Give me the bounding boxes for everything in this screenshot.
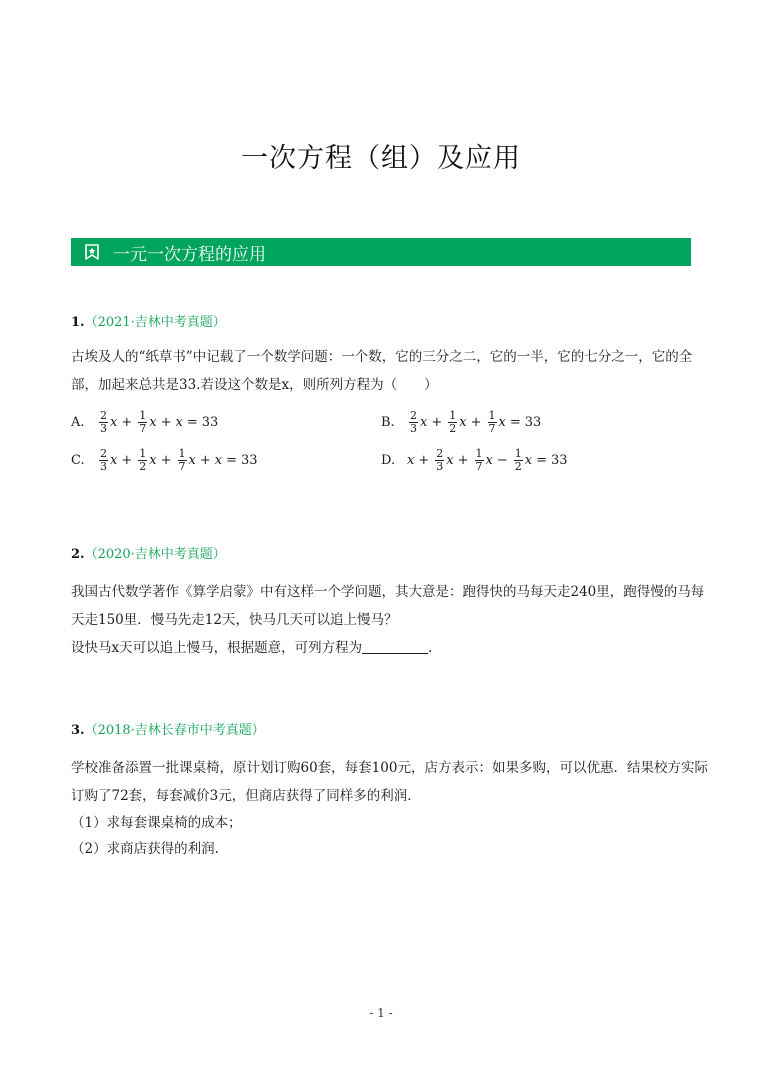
option-c[interactable] [71, 448, 258, 473]
period: . [428, 640, 433, 656]
question-2-text-line1: 我国古代数学著作《算学启蒙》中有这样一个学问题，其大意是：跑得快的马每天走240里，跑得慢的马每 [71, 584, 705, 600]
option-letter: D. [381, 453, 396, 468]
question-2-text-line3 [71, 636, 432, 656]
question-2-prompt: 设快马x天可以追上慢马，根据题意，可列方程为 [71, 640, 363, 656]
option-expression: $\frac{2}{3}$ x + $\frac{1}{2}$ x + $\frac{1}{7}$ x + x = 33 [100, 447, 258, 473]
question-3-sub-2: （2）求商店获得的利润. [71, 841, 219, 857]
question-2-header [71, 543, 226, 562]
question-3-text-line2: 订购了72套，每套减价3元，但商店获得了同样多的利润． [71, 788, 421, 804]
option-d[interactable] [381, 448, 568, 473]
bookmark-star-icon [83, 243, 101, 261]
question-3-text-line1: 学校准备添置一批课桌椅，原计划订购60套，每套100元，店方表示：如果多购，可以优惠．结果校方实际 [71, 760, 708, 776]
page-title: 一次方程（组）及应用 [241, 143, 521, 174]
option-b[interactable] [381, 410, 541, 435]
question-1-header [71, 311, 226, 330]
question-1-text-line1: 古埃及人的“纸草书”中记载了一个数学问题：一个数，它的三分之二，它的一半，它的七分之一，它的全 [71, 349, 693, 365]
option-expression: $\frac{2}{3}$ x + $\frac{1}{2}$ x + $\frac{1}{7}$ x = 33 [410, 409, 542, 435]
option-expression: x + $\frac{2}{3}$ x + $\frac{1}{7}$ x − $\frac{1}{2}$ x = 33 [407, 447, 568, 473]
answer-blank[interactable] [362, 640, 428, 654]
question-3-sub-1: （1）求每套课桌椅的成本； [71, 815, 242, 831]
option-letter: A. [71, 415, 85, 430]
option-letter: C. [71, 453, 85, 468]
option-letter: B. [381, 415, 395, 430]
option-expression: $\frac{2}{3}$ x + $\frac{1}{7}$ x + x = 33 [100, 409, 219, 435]
question-source: （2018·吉林长春市中考真题） [84, 723, 265, 738]
question-number: 3. [71, 723, 85, 738]
question-2-text-line2: 天走150里．慢马先走12天，快马几天可以追上慢马？ [71, 612, 398, 628]
option-a[interactable] [71, 410, 218, 435]
question-3-header [71, 719, 265, 738]
page-number: - 1 - [369, 1006, 393, 1020]
section-title: 一元一次方程的应用 [113, 244, 266, 265]
section-header [71, 238, 691, 266]
question-1-text-line2: 部，加起来总共是33.若设这个数是x，则所列方程为（ ） [71, 377, 438, 393]
question-number: 1. [71, 315, 85, 330]
question-source: （2020·吉林中考真题） [84, 547, 226, 562]
question-number: 2. [71, 547, 85, 562]
question-source: （2021·吉林中考真题） [84, 315, 226, 330]
